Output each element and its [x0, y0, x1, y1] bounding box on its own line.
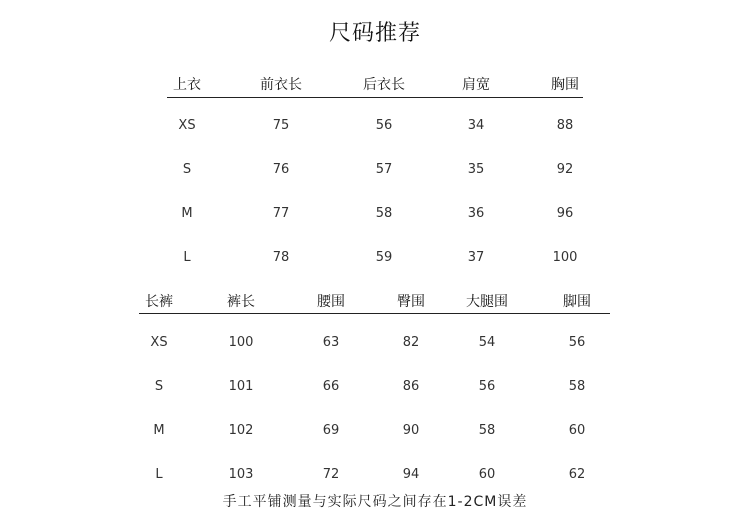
top-table-cell: L: [183, 250, 191, 265]
top-table-cell: 75: [272, 118, 290, 133]
top-table-cell: 57: [375, 162, 393, 177]
top-table-cell: 100: [552, 250, 578, 265]
top-table-cell: 59: [375, 250, 393, 265]
pants-table-header-3: 臀围: [397, 294, 425, 310]
top-table-header-0: 上衣: [173, 77, 201, 93]
pants-table-cell: 90: [402, 423, 420, 438]
page-title: 尺码推荐: [328, 21, 421, 46]
pants-table-header-0: 长裤: [145, 294, 173, 310]
pants-table-cell: 60: [478, 467, 496, 482]
pants-table-cell: 69: [322, 423, 340, 438]
pants-table-header-1: 裤长: [227, 294, 255, 310]
pants-table-cell: 63: [322, 335, 340, 350]
top-table-header-3: 肩宽: [462, 77, 490, 93]
measurement-note: 手工平铺测量与实际尺码之间存在1-2CM误差: [222, 494, 528, 510]
pants-table-cell: L: [155, 467, 163, 482]
top-table-header-2: 后衣长: [363, 77, 405, 93]
top-table-header-1: 前衣长: [260, 77, 302, 93]
top-table-cell: 35: [467, 162, 485, 177]
pants-table-cell: 54: [478, 335, 496, 350]
pants-table-cell: 56: [478, 379, 496, 394]
top-table-cell: 34: [467, 118, 485, 133]
top-table-cell: 88: [556, 118, 574, 133]
pants-table-cell: S: [154, 379, 164, 394]
pants-table-cell: 66: [322, 379, 340, 394]
top-table-cell: 92: [556, 162, 574, 177]
top-table-header-rule: [167, 97, 583, 98]
pants-table-cell: 101: [228, 379, 254, 394]
top-table-cell: S: [182, 162, 192, 177]
pants-table-cell: 86: [402, 379, 420, 394]
top-table-cell: 37: [467, 250, 485, 265]
pants-table-cell: 58: [478, 423, 496, 438]
pants-table-cell: 102: [228, 423, 254, 438]
top-table-cell: 76: [272, 162, 290, 177]
pants-table-cell: M: [153, 423, 165, 438]
pants-table-cell: 72: [322, 467, 340, 482]
pants-table-cell: 100: [228, 335, 254, 350]
top-table-cell: 78: [272, 250, 290, 265]
pants-table-cell: 58: [568, 379, 586, 394]
pants-table-header-4: 大腿围: [466, 294, 508, 310]
pants-table-cell: 62: [568, 467, 586, 482]
pants-table-header-5: 脚围: [563, 294, 591, 310]
top-table-cell: 58: [375, 206, 393, 221]
top-table-cell: 36: [467, 206, 485, 221]
top-table-cell: M: [181, 206, 193, 221]
pants-table-cell: 103: [228, 467, 254, 482]
pants-table-cell: 60: [568, 423, 586, 438]
pants-table-cell: XS: [150, 335, 168, 350]
pants-table-header-2: 腰围: [317, 294, 345, 310]
pants-table-cell: 94: [402, 467, 420, 482]
top-table-cell: 96: [556, 206, 574, 221]
pants-table-cell: 82: [402, 335, 420, 350]
top-table-cell: 56: [375, 118, 393, 133]
top-table-cell: 77: [272, 206, 290, 221]
top-table-cell: XS: [178, 118, 196, 133]
pants-table-header-rule: [139, 313, 610, 314]
pants-table-cell: 56: [568, 335, 586, 350]
top-table-header-4: 胸围: [551, 77, 579, 93]
